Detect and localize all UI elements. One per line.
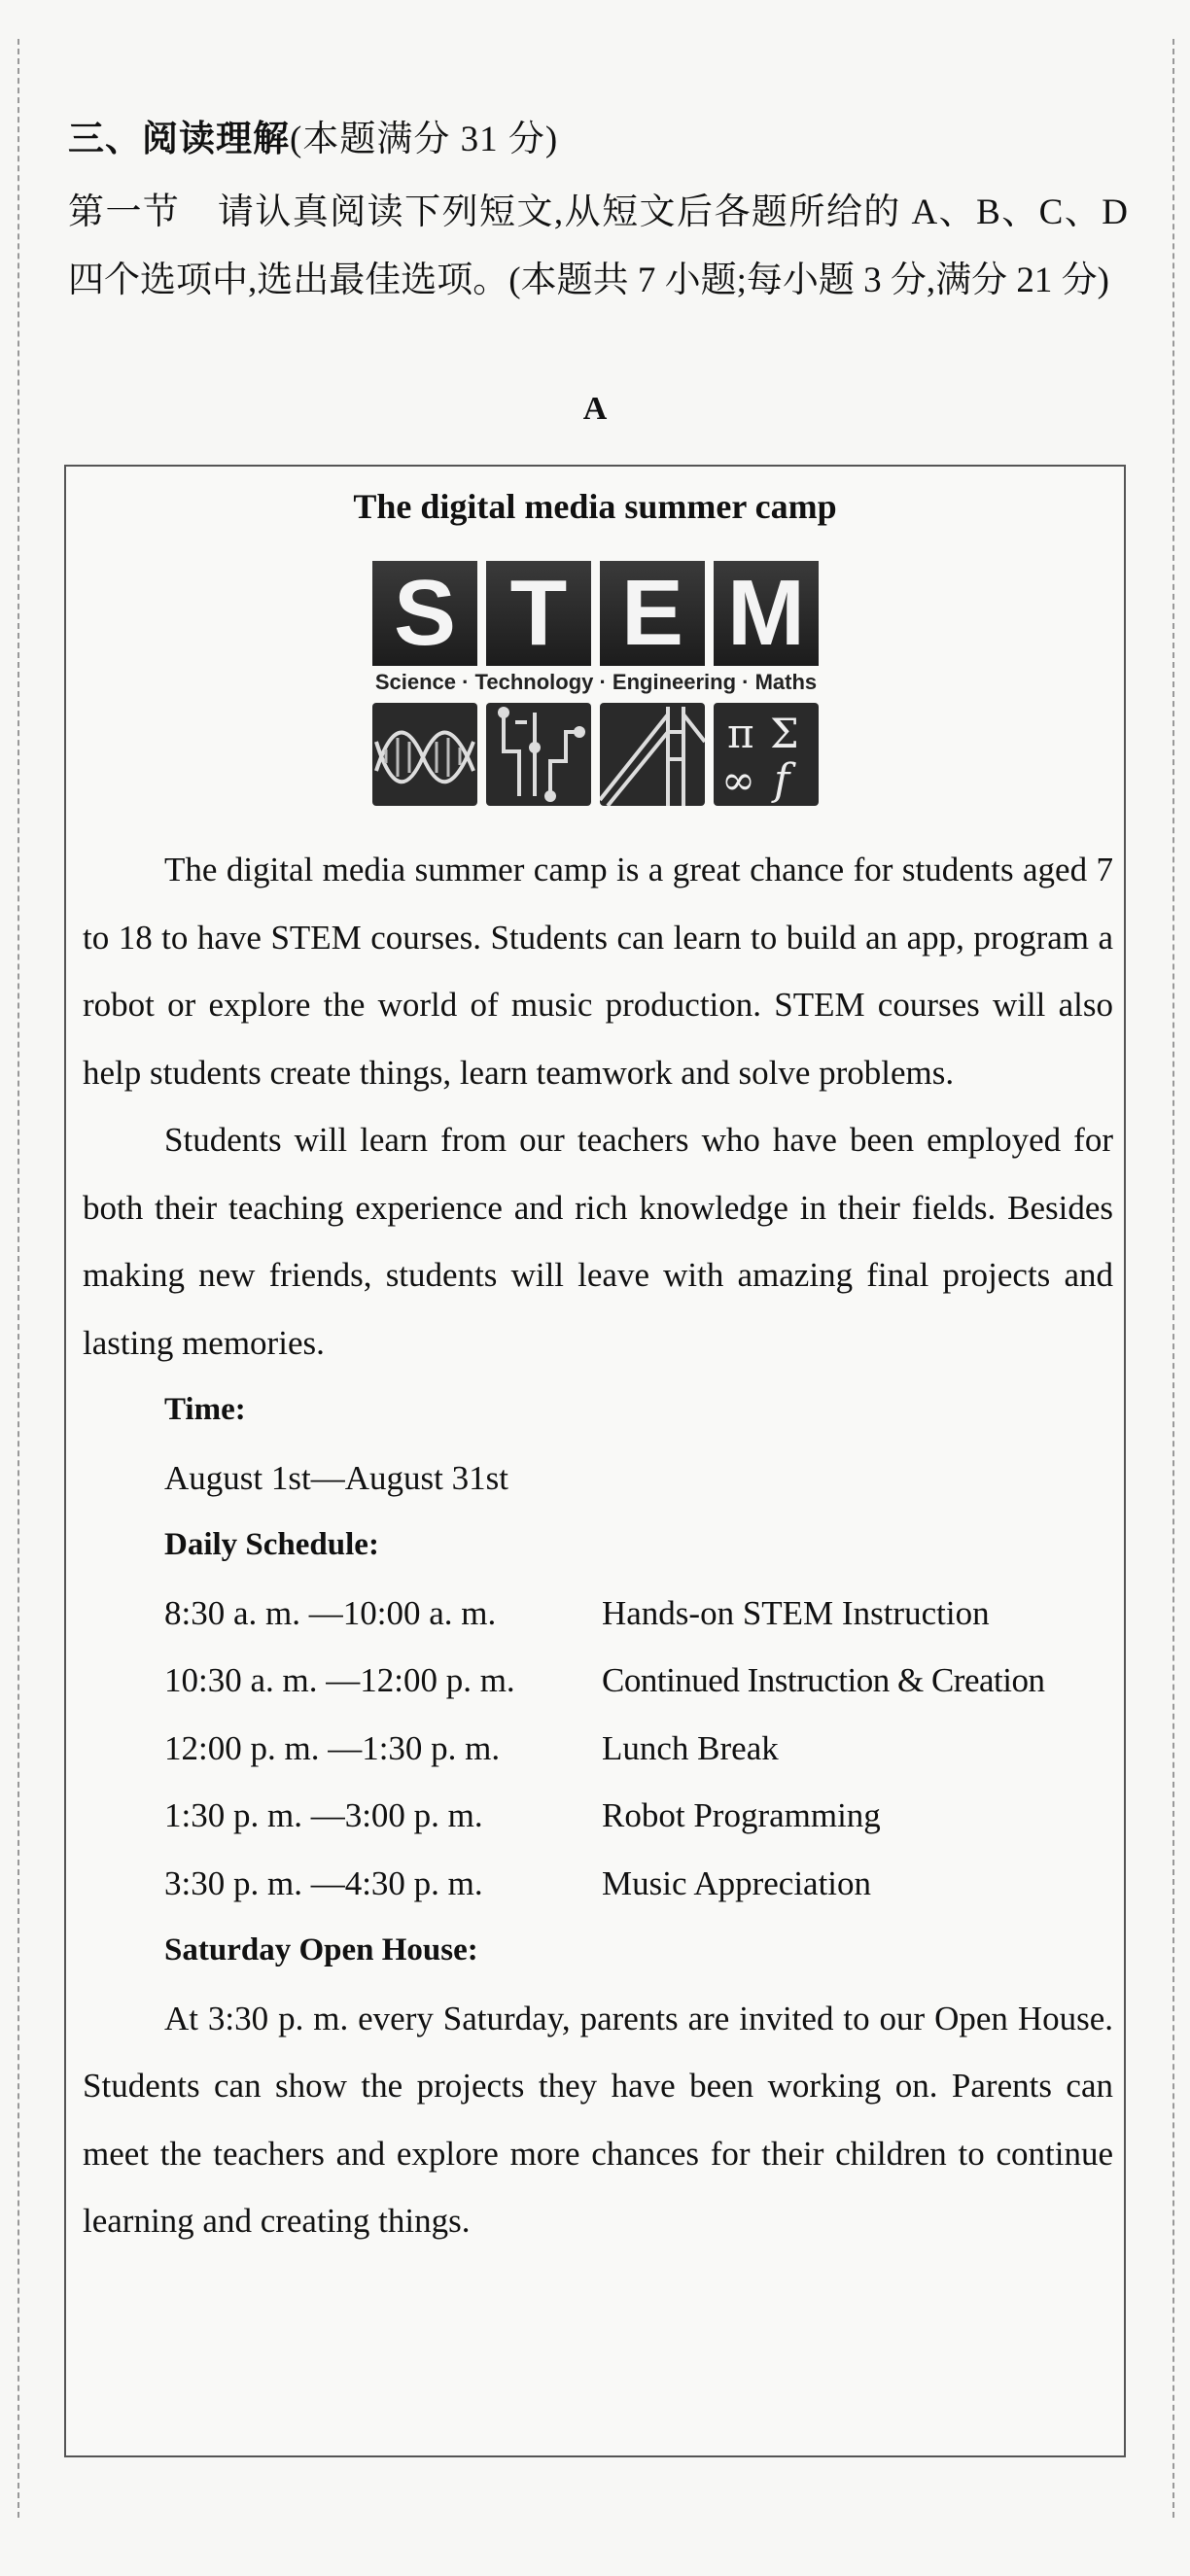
time-value: August 1st—August 31st bbox=[164, 1458, 508, 1497]
passage-body bbox=[83, 836, 1113, 2255]
section-instructions: 第一节 请认真阅读下列短文,从短文后各题所给的 A、B、C、D 四个选项中,选出最佳选项。(本题共 7 小题;每小题 3 分,满分 21 分) bbox=[68, 192, 1128, 300]
logo-subtitle: Science · Technology · Engineering · Maths bbox=[374, 670, 818, 694]
logo-letter-s: S bbox=[372, 561, 477, 666]
schedule-activity: Robot Programming bbox=[602, 1796, 881, 1834]
schedule-row bbox=[83, 1647, 1113, 1715]
open-house-paragraph: At 3:30 p. m. every Saturday, parents are invited to our Open House. Students can show the projects they have been working on. Parents can meet the teachers and explore more chances for their children to continue learning and creating things. bbox=[83, 1999, 1113, 2240]
paragraph-2: Students will learn from our teachers who have been employed for both their teaching experience and rich knowledge in their fields. Besides making new friends, students will leave with amazing final projects and lasting memories. bbox=[83, 1121, 1113, 1362]
passage-box bbox=[64, 465, 1126, 2457]
passage-title: The digital media summer camp bbox=[353, 487, 837, 526]
circuit-icon bbox=[486, 703, 591, 806]
schedule-time: 10:30 a. m. —12:00 p. m. bbox=[164, 1661, 515, 1699]
logo-letter-t: T bbox=[486, 561, 591, 666]
dna-icon bbox=[372, 703, 477, 806]
open-house-label: Saturday Open House: bbox=[164, 1932, 478, 1967]
passage-letter: A bbox=[582, 391, 608, 427]
schedule-row bbox=[83, 1782, 1113, 1850]
math-symbols-icon bbox=[714, 703, 819, 806]
schedule-activity: Hands-on STEM Instruction bbox=[602, 1593, 990, 1632]
paragraph-1: The digital media summer camp is a great chance for students aged 7 to 18 to have STEM courses. Students can learn to build an app, program a robot or explore the world of music production. STEM courses will also help students create things, learn teamwork and solve problems. bbox=[83, 851, 1113, 1092]
schedule-label: Daily Schedule: bbox=[164, 1527, 379, 1562]
schedule-time: 12:00 p. m. —1:30 p. m. bbox=[164, 1728, 501, 1767]
pi-symbol: π bbox=[727, 710, 754, 757]
section-title-text: 三、阅读理解 bbox=[68, 120, 290, 159]
logo-letter-m: M bbox=[714, 561, 819, 666]
schedule-activity: Continued Instruction & Creation bbox=[602, 1661, 1045, 1699]
stem-logo bbox=[372, 561, 820, 806]
bridge-icon bbox=[600, 703, 705, 806]
time-label: Time: bbox=[164, 1392, 246, 1427]
function-symbol: f bbox=[774, 755, 790, 805]
sigma-symbol: Σ bbox=[770, 710, 799, 757]
schedule-time: 1:30 p. m. —3:00 p. m. bbox=[164, 1796, 483, 1834]
schedule-row bbox=[83, 1850, 1113, 1918]
schedule-list bbox=[83, 1580, 1113, 1918]
schedule-activity: Lunch Break bbox=[602, 1728, 779, 1767]
schedule-row bbox=[83, 1580, 1113, 1648]
schedule-activity: Music Appreciation bbox=[602, 1863, 872, 1902]
schedule-time: 3:30 p. m. —4:30 p. m. bbox=[164, 1863, 483, 1902]
infinity-symbol: ∞ bbox=[721, 756, 755, 804]
schedule-row bbox=[83, 1715, 1113, 1783]
section-score: (本题满分 31 分) bbox=[290, 120, 559, 159]
schedule-time: 8:30 a. m. —10:00 a. m. bbox=[164, 1593, 497, 1632]
logo-letter-e: E bbox=[600, 561, 705, 666]
section-title bbox=[68, 109, 1128, 161]
question-header bbox=[68, 109, 1128, 315]
